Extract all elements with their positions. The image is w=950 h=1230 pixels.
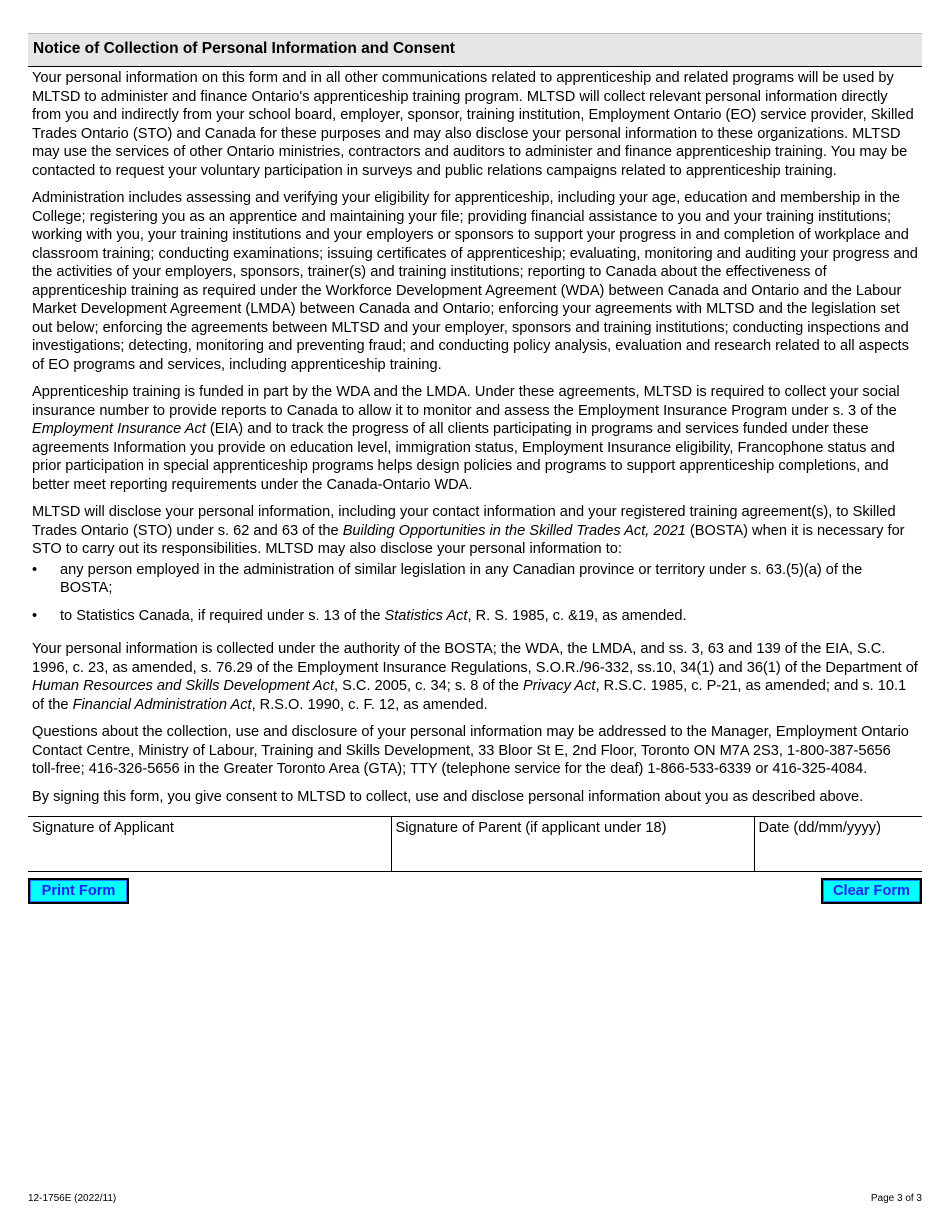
authority-text-a: Your personal information is collected under the authority of the BOSTA; the WDA, the LMDA, and ss. 3, 63 and 139 of the EIA, S.C. 1996, c. 23, as amended, s. 76.29 of the Employment Insurance Regulations, S.O.R./96-332, ss.10, 34(1) and 36(1) of the Department of [32, 641, 918, 676]
statistics-text-b: , R. S. 1985, c. &19, as amended. [467, 607, 687, 624]
paragraph-disclosure [32, 503, 918, 559]
authority-text-b: , S.C. 2005, c. 34; s. 8 of the [334, 678, 524, 694]
paragraph-authority [32, 640, 918, 714]
paragraph-administration: Administration includes assessing and verifying your eligibility for apprenticeship, including your age, education and membership in the College; registering you as an apprentice and maintaining your file; providing financial assistance to you and your training institutions; working with you, your training institutions and your employers or sponsors to support your progress in and completion of workplace and classroom training; conducting examinations; issuing certificates of apprenticeship; evaluating, monitoring and auditing your progress and the activities of your employers, sponsors, trainer(s) and training institutions; reporting to Canada about the effectiveness of apprenticeship training as required under the Workforce Development Agreement (WDA) between Canada and Ontario and the Labour Market Development Agreement (LMDA) between Canada and Ontario; enforcing your agreements with MLTSD and the legislation set out below; enforcing the agreements between MLTSD and your employer, sponsors and training institutions; conducting inspections and investigations; detecting, monitoring and preventing fraud; and conducting policy analysis, evaluation and research related to all aspects of EO programs and services, including apprenticeship training. [32, 190, 918, 373]
privacy-act-title: Privacy Act [523, 678, 596, 694]
applicant-signature-label: Signature of Applicant [32, 820, 174, 836]
funding-text-b: (EIA) and to track the progress of all clients participating in programs and services funded under these agreements Information you provide on education level, immigration status, Employment Insurance eligibility, Francophone status and prior participation in special apprenticeship programs helps design policies and programs to support apprenticeship completions, and better meet reporting requirements under the Canada-Ontario WDA. [32, 421, 895, 493]
section-title: Notice of Collection of Personal Information and Consent [28, 33, 922, 67]
paragraph-purpose: Your personal information on this form and in all other communications related to apprenticeship and related programs will be used by MLTSD to administer and finance Ontario's apprenticeship training program. MLTSD will collect relevant personal information directly from you and indirectly from your school board, employer, sponsor, training institution, Employment Ontario (EO) service provider, Skilled Trades Ontario (STO) and Canada for these purposes and may also disclose your personal information to these organizations. MLTSD may use the services of other Ontario ministries, contractors and auditors to administer and finance apprenticeship training. You may be contacted to request your voluntary participation in surveys and public relations campaigns related to apprenticeship training. [32, 70, 914, 179]
statistics-text-a: to Statistics Canada, if required under s. 13 of the [60, 607, 385, 624]
paragraph-contact: Questions about the collection, use and disclosure of your personal information may be addressed to the Manager, Employment Ontario Contact Centre, Ministry of Labour, Training and Skills Development, 33 Bloor St E, 2nd Floor, Toronto ON M7A 2S3, 1-800-387-5656 toll-free; 416-326-5656 in the Greater Toronto Area (GTA); TTY (telephone service for the deaf) 1-866-533-6339 or 416-325-4084. [32, 724, 909, 777]
bosta-act-title: Building Opportunities in the Skilled Trades Act, 2021 [342, 522, 686, 539]
funding-text-a: Apprenticeship training is funded in part by the WDA and the LMDA. Under these agreements, MLTSD is required to collect your social insurance number to provide reports to Canada to allow it to monitor and assess the Employment Insurance Program under s. 3 of the [32, 384, 900, 419]
date-label: Date (dd/mm/yyyy) [758, 820, 881, 836]
applicant-signature-field[interactable] [28, 817, 391, 872]
form-actions [28, 878, 922, 908]
clear-form-button[interactable]: Clear Form [821, 878, 922, 904]
paragraph-consent: By signing this form, you give consent to MLTSD to collect, use and disclose personal information about you as described above. [32, 788, 864, 805]
parent-signature-field[interactable] [391, 817, 754, 872]
authority-text-c: , R.S.C. 1985, c. P-21, as amended; and s. 10.1 of the [32, 678, 907, 713]
parent-signature-label: Signature of Parent (if applicant under 18) [395, 820, 667, 836]
notice-body [28, 69, 922, 806]
disclosure-text-a: MLTSD will disclose your personal information, including your contact information and your registered training agreement(s), to Skilled Trades Ontario (STO) under s. 62 and 63 of the [32, 504, 896, 539]
signature-table [28, 816, 922, 872]
statistics-act-title: Statistics Act [384, 607, 468, 624]
paragraph-funding [32, 383, 918, 494]
employment-insurance-act-title: Employment Insurance Act [32, 421, 206, 437]
date-field[interactable] [754, 817, 922, 872]
print-form-button[interactable]: Print Form [28, 878, 129, 904]
financial-administration-act-title: Financial Administration Act [72, 696, 252, 713]
disclosure-text-b: (BOSTA) when it is necessary for STO to carry out its responsibilities. MLTSD may also disclose your personal information to: [32, 522, 905, 557]
list-item: • any person employed in the administration of similar legislation in any Canadian province or territory under s. 63.(5)(a) of the BOSTA; [32, 561, 918, 598]
page-number: Page 3 of 3 [870, 1193, 922, 1204]
disclosure-list [32, 561, 918, 626]
hrsd-act-title: Human Resources and Skills Development Act [32, 678, 335, 694]
list-item [32, 607, 918, 626]
authority-text-d: , R.S.O. 1990, c. F. 12, as amended. [251, 696, 488, 713]
consent-page [28, 33, 922, 908]
form-number: 12-1756E (2022/11) [28, 1193, 117, 1204]
